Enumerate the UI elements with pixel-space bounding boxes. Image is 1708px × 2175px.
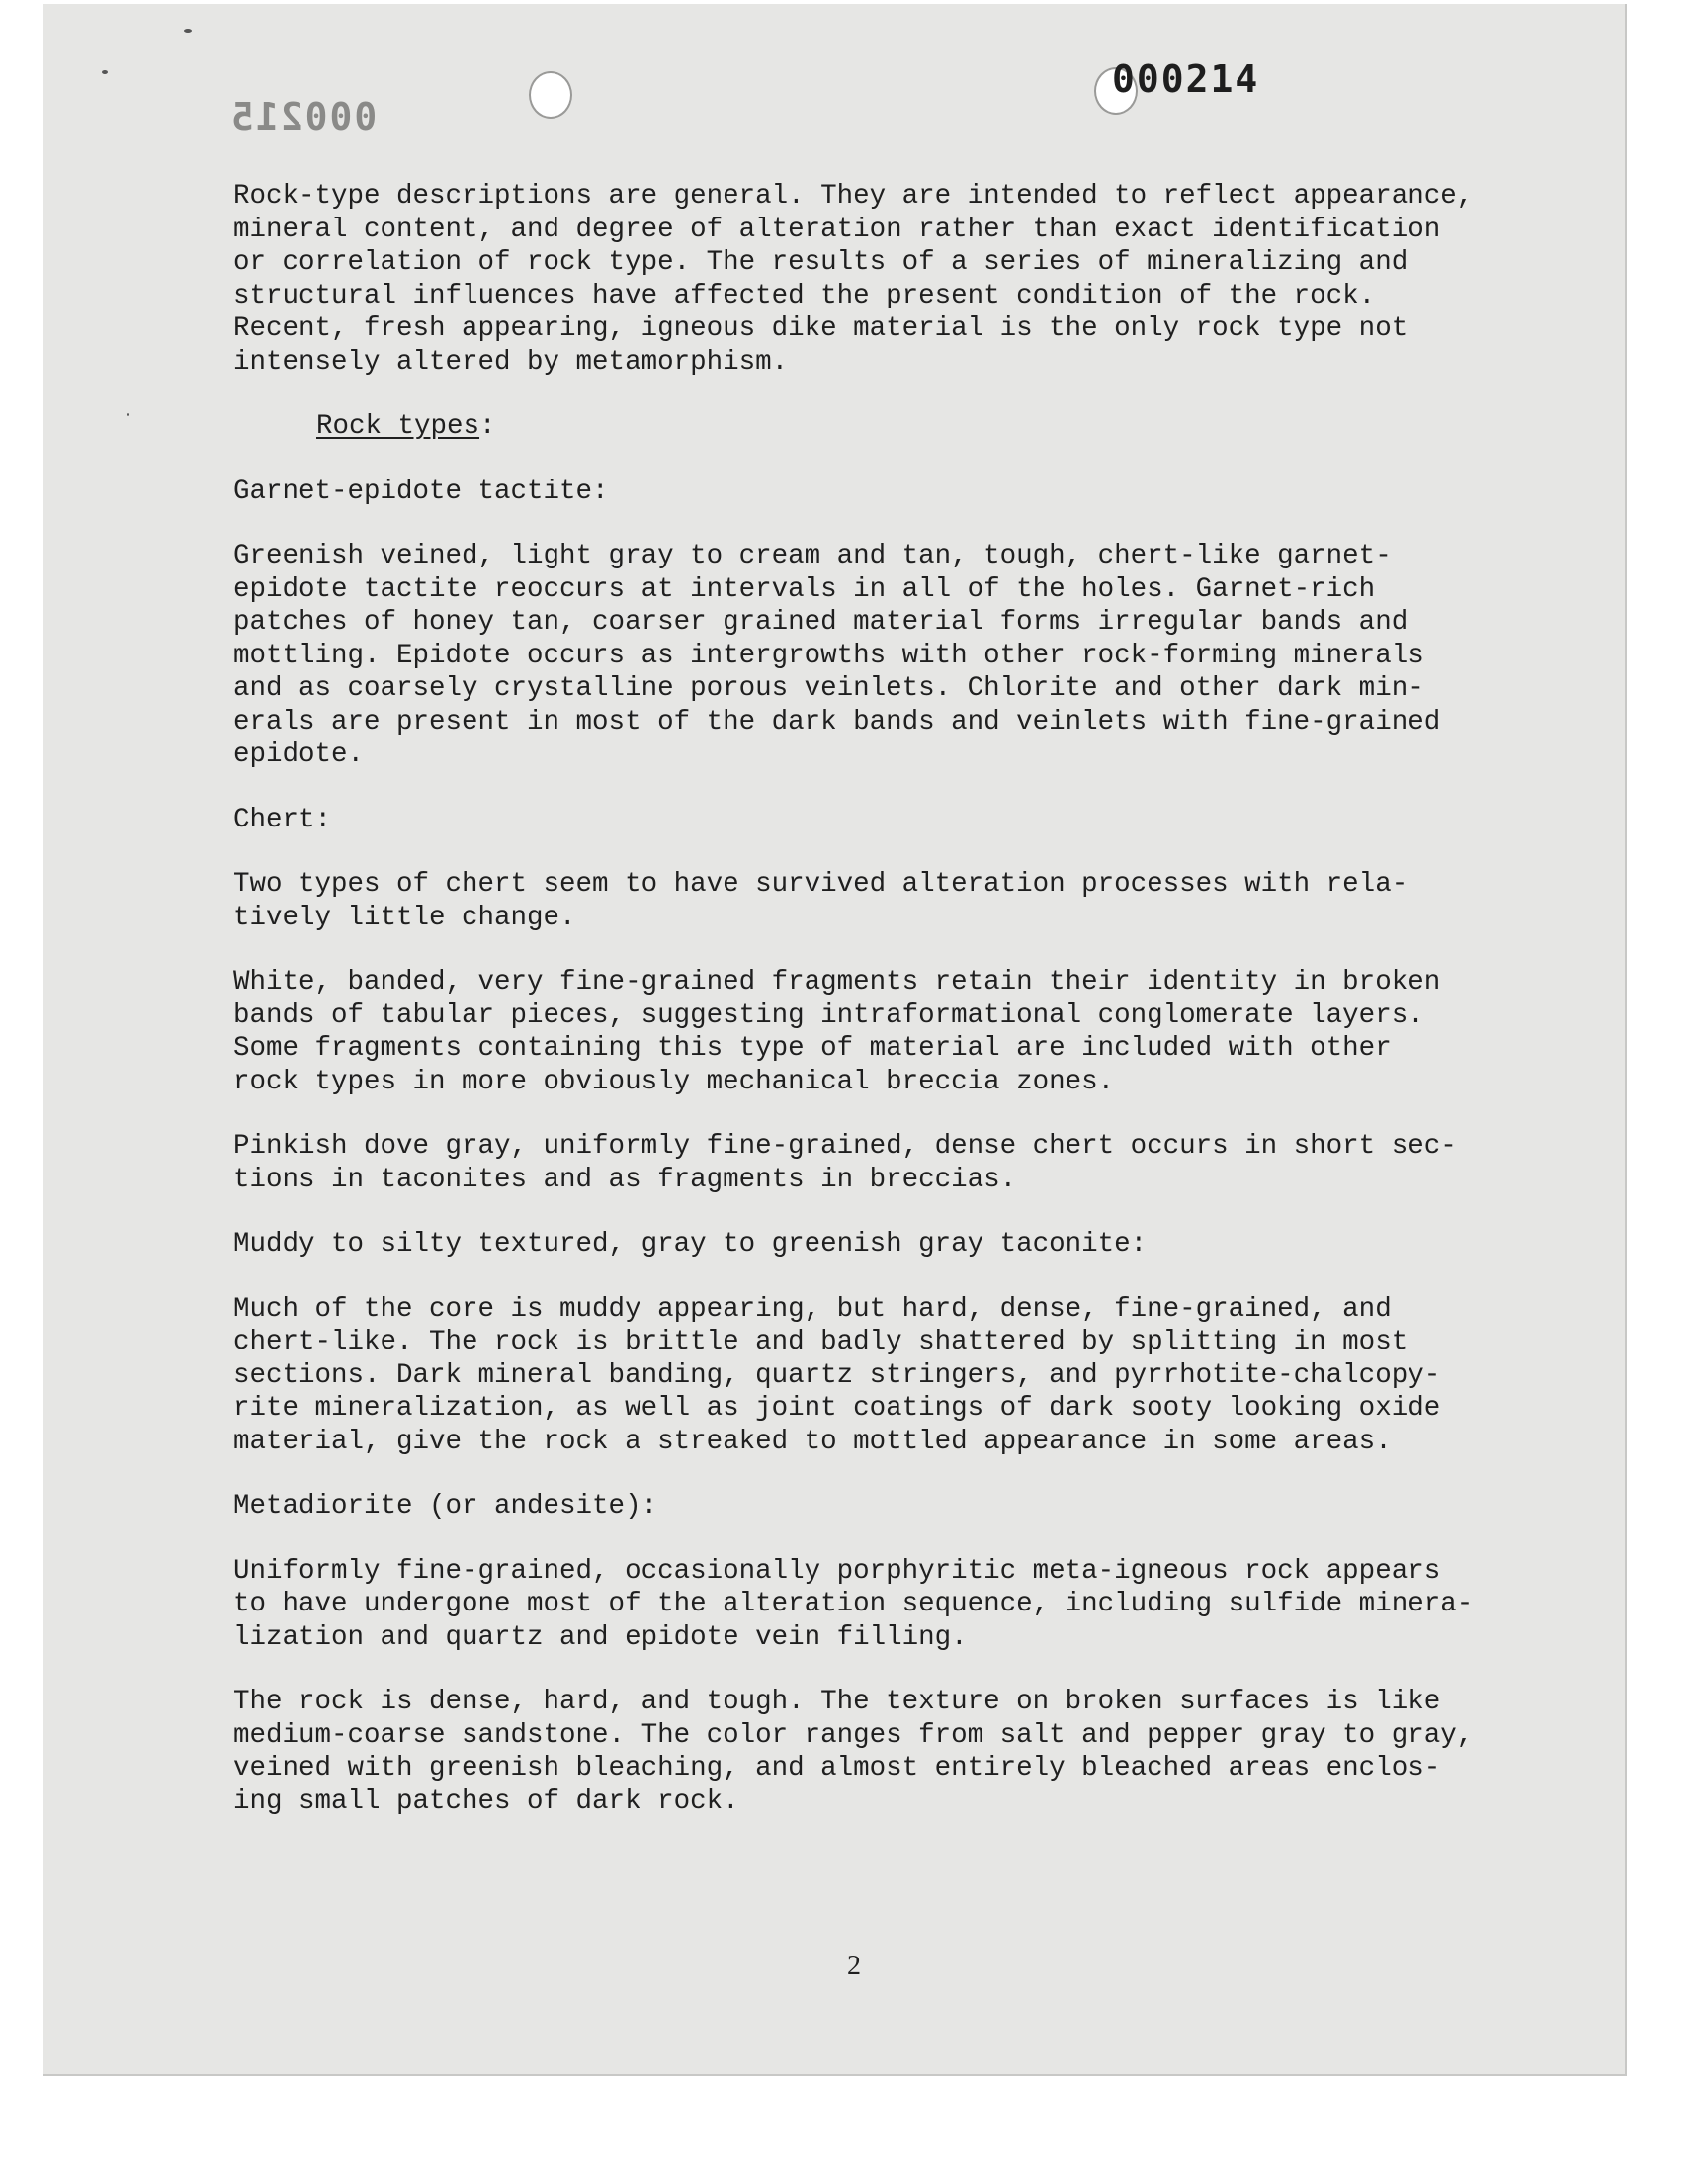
scan-speck <box>184 29 192 33</box>
section-paragraph: Pinkish dove gray, uniformly fine-grained, dense chert occurs in short sec- tions in taconites and as fragments in breccias. <box>233 1131 1457 1195</box>
section-paragraph: Much of the core is muddy appearing, but hard, dense, fine-grained, and chert-like. The rock is brittle and badly shattered by splitting in most sections. Dark mineral banding, quartz stringers, and pyrrhotite-chalcopy- rite mineralization, as well as joint coatings of dark sooty looking oxide material, give the rock a streaked to mottled appearance in some areas. <box>233 1293 1441 1457</box>
rock-types-heading-colon: : <box>479 411 496 442</box>
punch-hole-left <box>529 71 572 119</box>
page-number: 2 <box>847 1951 861 1981</box>
section-heading: Metadiorite (or andesite): <box>233 1491 658 1522</box>
section-heading: Muddy to silty textured, gray to greenish gray taconite: <box>233 1229 1148 1260</box>
section-paragraph: Uniformly fine-grained, occasionally porphyritic meta-igneous rock appears to have undergone most of the alteration sequence, including sulfide minera- lization and quartz and epidote vein filling. <box>233 1555 1474 1653</box>
section-paragraph: White, banded, very fine-grained fragments retain their identity in broken bands of tabular pieces, suggesting intraformational conglomerate layers. Some fragments containing this type of material are included with other rock types in more obviously mechanical breccia zones. <box>233 967 1441 1097</box>
intro-paragraph: Rock-type descriptions are general. They are intended to reflect appearance, mineral content, and degree of alteration rather than exact identification or correlation of rock type. The results of a series of mineralizing and structural influences have affected the present condition of the rock. Recent, fresh appearing, igneous dike material is the only rock type not intensely altered by metamorphism. <box>233 181 1474 378</box>
rock-types-heading <box>316 410 1538 444</box>
rock-types-heading-text: Rock types <box>316 411 480 442</box>
page-body <box>233 180 1538 1850</box>
section-heading: Chert: <box>233 804 332 835</box>
section-paragraph: The rock is dense, hard, and tough. The texture on broken surfaces is like medium-coarse sandstone. The color ranges from salt and pepper gray to gray, veined with greenish bleaching, and almost entirely bleached areas enclos- ing small patches of dark rock. <box>233 1687 1474 1817</box>
section-paragraph: Two types of chert seem to have survived alteration processes with rela- tively little change. <box>233 869 1409 933</box>
section-paragraph: Greenish veined, light gray to cream and tan, tough, chert-like garnet- epidote tactite reoccurs at intervals in all of the holes. Garnet-rich patches of honey tan, coarser grained material forms irregular bands and mottling. Epidote occurs as intergrowths with other rock-forming minerals and as coarsely crystalline porous veinlets. Chlorite and other dark min- erals are present in most of the dark bands and veinlets with fine-grained epidote. <box>233 541 1441 770</box>
document-control-number: 000214 <box>1112 57 1260 101</box>
scan-speck <box>102 70 108 74</box>
bleed-through-number: 000215 <box>229 95 378 138</box>
section-heading: Garnet-epidote tactite: <box>233 476 609 507</box>
scan-speck <box>127 413 129 416</box>
